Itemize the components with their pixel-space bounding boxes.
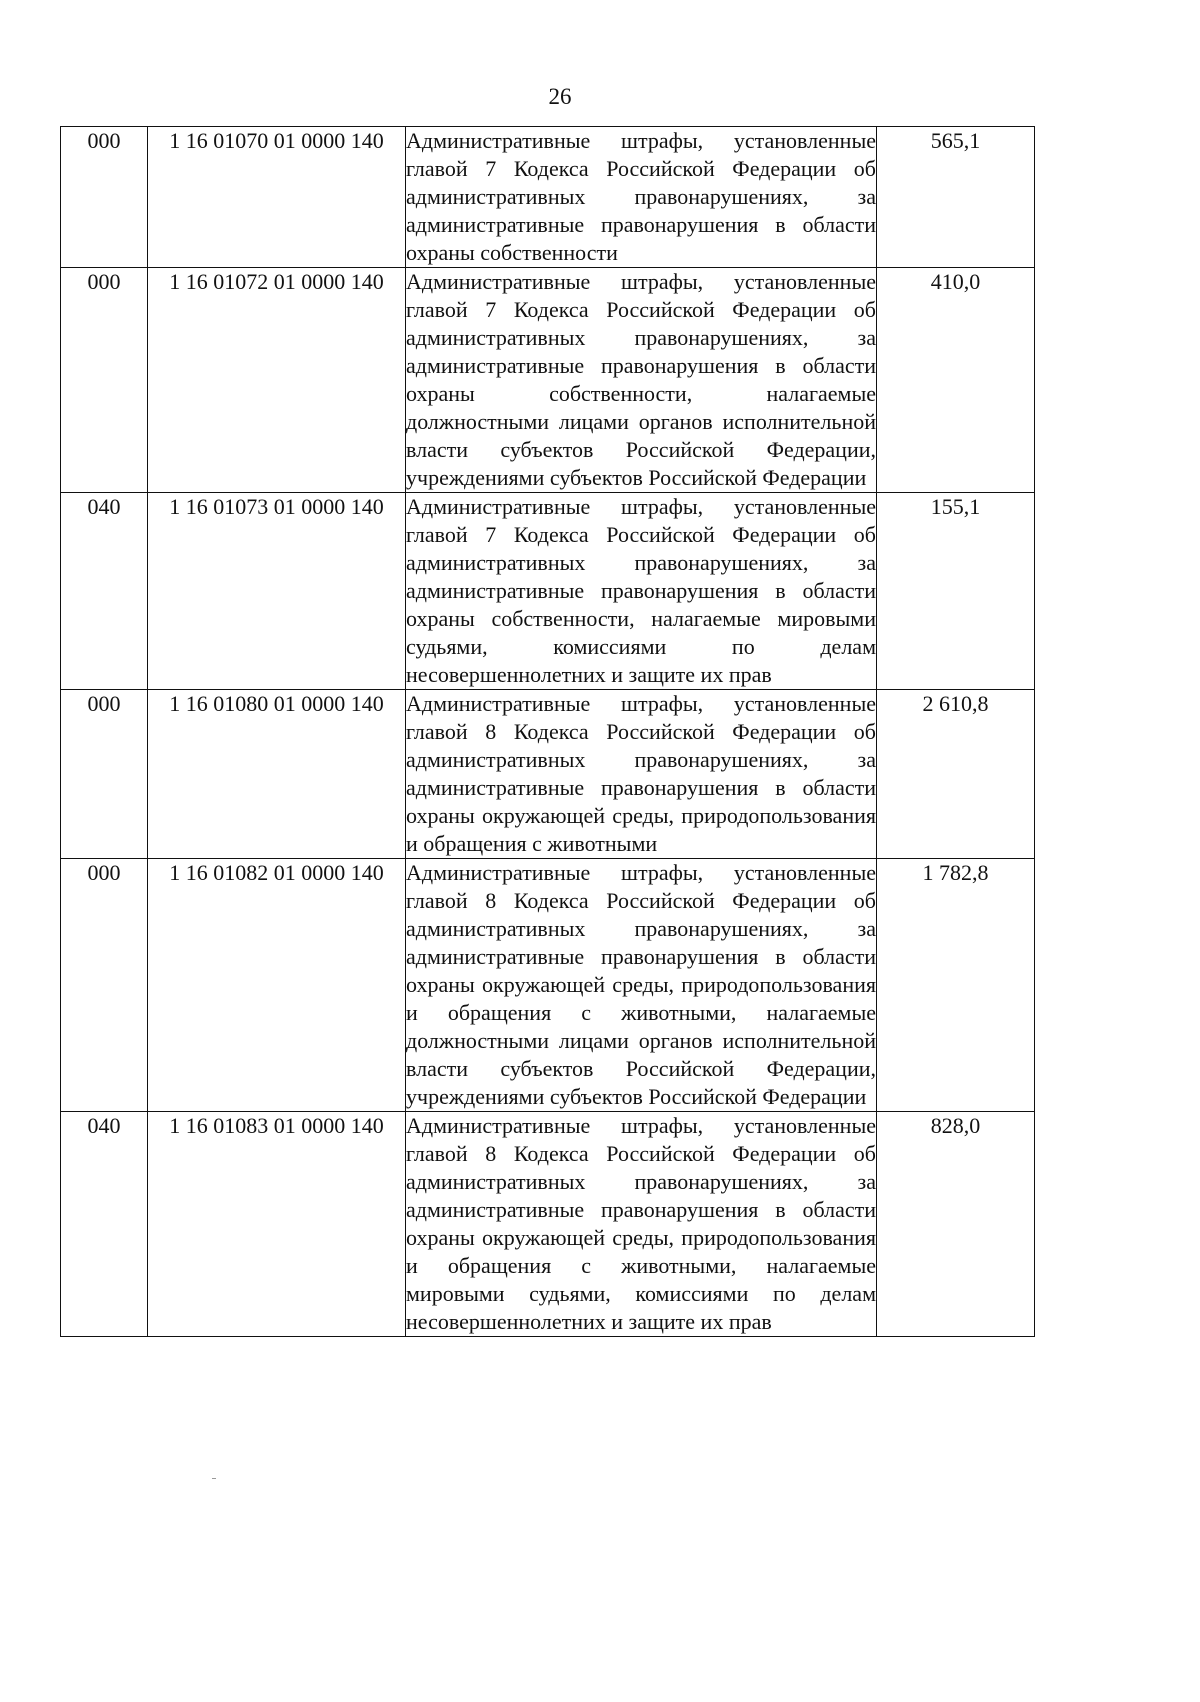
description-cell xyxy=(406,859,877,1112)
admin-code-cell: 000 xyxy=(61,127,148,268)
table-row xyxy=(61,1112,1035,1337)
admin-code-cell: 000 xyxy=(61,690,148,859)
description-text: Административные штрафы, установленные главой 8 Кодекса Российской Федерации об административных правонарушениях, за административные правонарушения в области охраны окружающей среды, природопользования и обращения с животными, налагаемые должностными лицами органов исполнительной власти субъектов Российской Федерации, учреждениями субъектов Российской Федерации xyxy=(406,860,876,1109)
description-cell xyxy=(406,690,877,859)
kbk-code-cell: 1 16 01083 01 0000 140 xyxy=(148,1112,406,1337)
description-cell xyxy=(406,1112,877,1337)
description-text: Административные штрафы, установленные главой 8 Кодекса Российской Федерации об административных правонарушениях, за административные правонарушения в области охраны окружающей среды, природопользования и обращения с животными xyxy=(406,691,876,856)
kbk-code-cell: 1 16 01082 01 0000 140 xyxy=(148,859,406,1112)
description-cell xyxy=(406,268,877,493)
description-cell xyxy=(406,127,877,268)
table-row xyxy=(61,690,1035,859)
table-row xyxy=(61,493,1035,690)
amount-cell: 155,1 xyxy=(877,493,1035,690)
table-row xyxy=(61,127,1035,268)
description-text: Административные штрафы, установленные главой 7 Кодекса Российской Федерации об административных правонарушениях, за административные правонарушения в области охраны собственности xyxy=(406,128,876,265)
amount-cell: 565,1 xyxy=(877,127,1035,268)
admin-code-cell: 040 xyxy=(61,1112,148,1337)
page-number: 26 xyxy=(548,84,572,109)
revenue-table xyxy=(60,126,1035,1337)
table-row xyxy=(61,859,1035,1112)
kbk-code-cell: 1 16 01070 01 0000 140 xyxy=(148,127,406,268)
description-text: Административные штрафы, установленные главой 7 Кодекса Российской Федерации об административных правонарушениях, за административные правонарушения в области охраны собственности, налагаемые мировыми судьями, комиссиями по делам несовершеннолетних и защите их прав xyxy=(406,494,876,687)
description-text: Административные штрафы, установленные главой 7 Кодекса Российской Федерации об административных правонарушениях, за административные правонарушения в области охраны собственности, налагаемые должностными лицами органов исполнительной власти субъектов Российской Федерации, учреждениями субъектов Российской Федерации xyxy=(406,269,876,490)
admin-code-cell: 040 xyxy=(61,493,148,690)
kbk-code-cell: 1 16 01073 01 0000 140 xyxy=(148,493,406,690)
admin-code-cell: 000 xyxy=(61,268,148,493)
description-text: Административные штрафы, установленные главой 8 Кодекса Российской Федерации об административных правонарушениях, за административные правонарушения в области охраны окружающей среды, природопользования и обращения с животными, налагаемые мировыми судьями, комиссиями по делам несовершеннолетних и защите их прав xyxy=(406,1113,876,1334)
amount-cell: 828,0 xyxy=(877,1112,1035,1337)
amount-cell: 2 610,8 xyxy=(877,690,1035,859)
amount-cell: 1 782,8 xyxy=(877,859,1035,1112)
description-cell xyxy=(406,493,877,690)
amount-cell: 410,0 xyxy=(877,268,1035,493)
kbk-code-cell: 1 16 01072 01 0000 140 xyxy=(148,268,406,493)
scan-speck xyxy=(212,1478,216,1479)
table-row xyxy=(61,268,1035,493)
admin-code-cell: 000 xyxy=(61,859,148,1112)
kbk-code-cell: 1 16 01080 01 0000 140 xyxy=(148,690,406,859)
